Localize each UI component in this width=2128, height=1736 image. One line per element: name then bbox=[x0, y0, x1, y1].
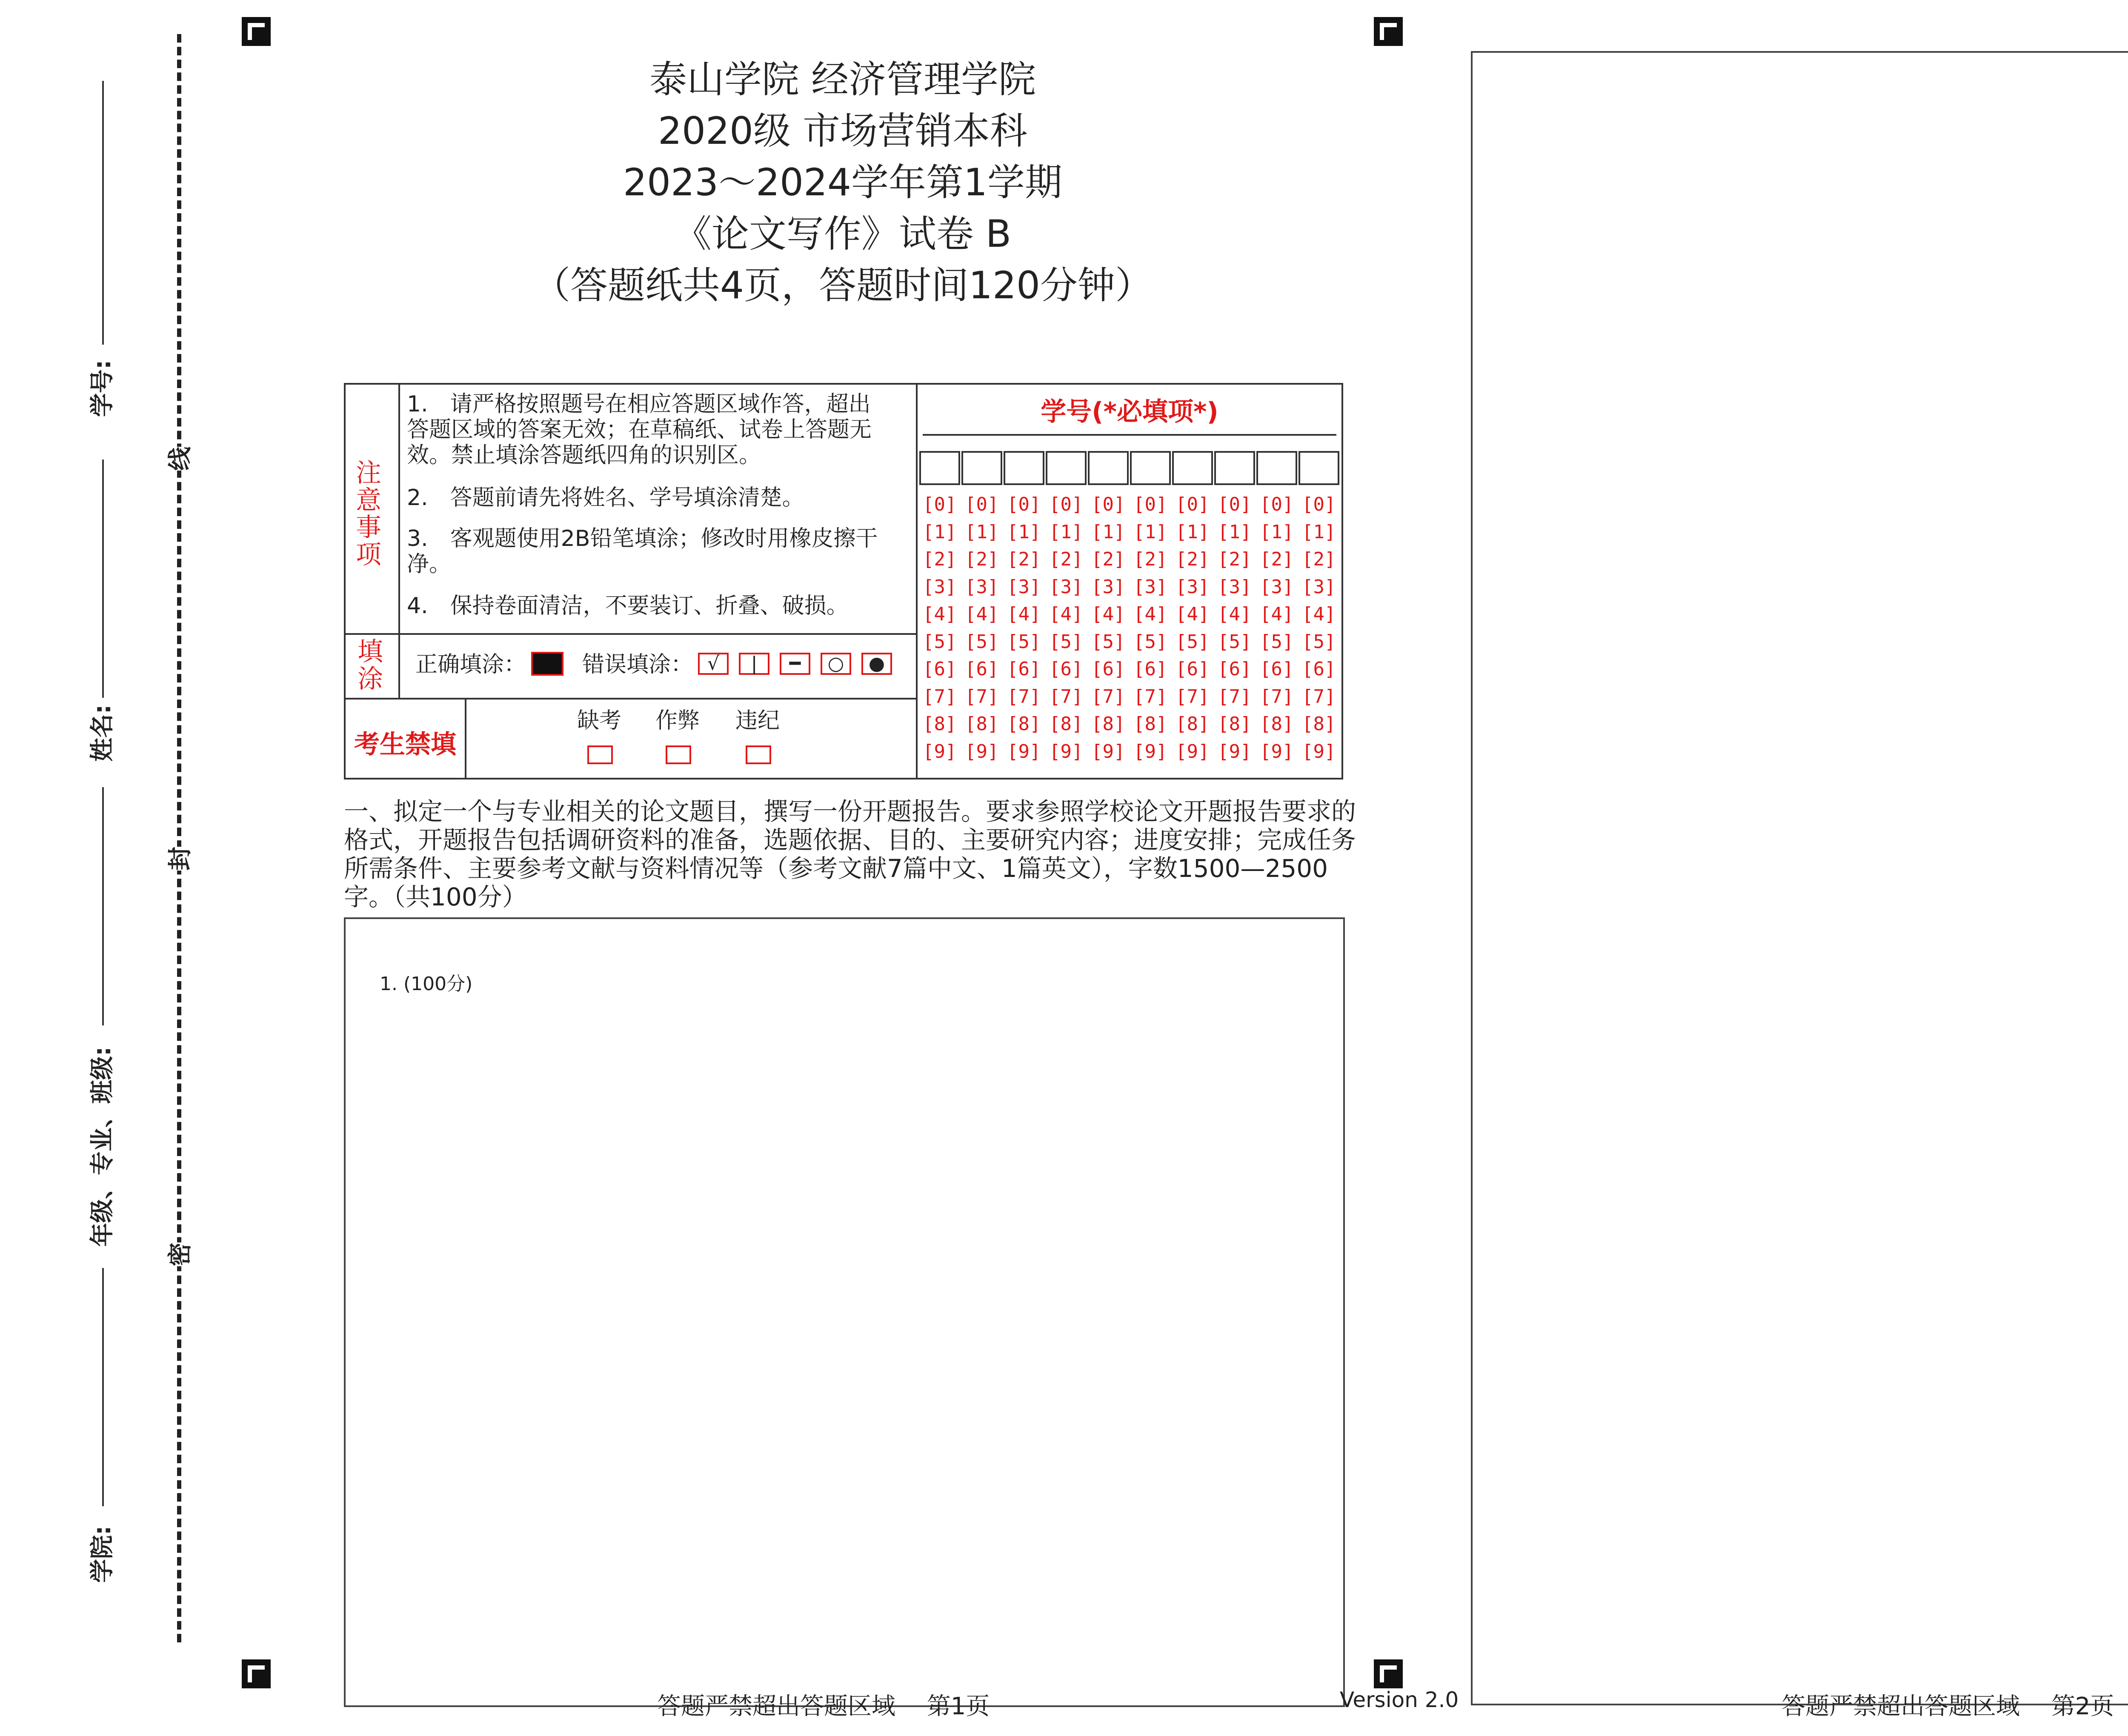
corner-marker-bottom-left bbox=[242, 1659, 271, 1688]
student-id-bubble[interactable]: [1] bbox=[1176, 521, 1210, 543]
student-id-bubble[interactable]: [5] bbox=[1218, 631, 1252, 653]
student-id-bubble[interactable]: [9] bbox=[1176, 740, 1210, 762]
corner-marker-top-left bbox=[242, 17, 271, 46]
cut-mark-secret: 密 bbox=[166, 1242, 194, 1266]
notice-title: 注意事项 bbox=[356, 458, 381, 570]
student-id-bubble[interactable]: [7] bbox=[1218, 685, 1252, 708]
student-id-bubble[interactable]: [1] bbox=[1007, 521, 1041, 543]
student-id-box[interactable] bbox=[1004, 451, 1044, 485]
fill-wrong-dash: ━ bbox=[780, 653, 810, 675]
student-id-bubble[interactable]: [0] bbox=[1302, 494, 1336, 515]
college-label: 学院: bbox=[89, 1525, 116, 1583]
student-id-bubble[interactable]: [8] bbox=[1218, 713, 1252, 735]
student-id-bubble[interactable]: [3] bbox=[1260, 576, 1294, 598]
student-id-bubble[interactable]: [1] bbox=[1091, 521, 1125, 543]
student-id-bubble[interactable]: [6] bbox=[965, 658, 999, 680]
notice-item-3: 3. 客观题使用2B铅笔填涂；修改时用橡皮擦干净。 bbox=[407, 526, 878, 577]
student-id-bubble[interactable]: [7] bbox=[1176, 685, 1210, 708]
student-id-bubble[interactable]: [8] bbox=[1302, 713, 1336, 735]
student-id-bubble[interactable]: [0] bbox=[1133, 494, 1167, 515]
fill-wrong-check: √ bbox=[698, 653, 729, 675]
student-id-bubble[interactable]: [6] bbox=[1302, 658, 1336, 680]
student-id-bubble[interactable]: [0] bbox=[1007, 494, 1041, 515]
student-id-bubble[interactable]: [1] bbox=[1218, 521, 1252, 543]
fill-wrong-circle: ○ bbox=[821, 653, 851, 675]
student-id-bubble[interactable]: [3] bbox=[965, 576, 999, 598]
student-id-box[interactable] bbox=[1046, 451, 1087, 485]
student-id-bubble[interactable]: [6] bbox=[923, 658, 957, 680]
fill-wrong-dot: ● bbox=[861, 653, 892, 675]
student-id-bubble[interactable]: [9] bbox=[1091, 740, 1125, 762]
student-id-bubble[interactable]: [4] bbox=[1302, 603, 1336, 625]
student-id-bubble[interactable]: [9] bbox=[1302, 740, 1336, 762]
cut-mark-seal: 封 bbox=[166, 847, 194, 871]
student-id-bubble[interactable]: [7] bbox=[1133, 685, 1167, 708]
student-id-bubble[interactable]: [0] bbox=[1260, 494, 1294, 515]
student-id-box[interactable] bbox=[1214, 451, 1255, 485]
fill-title: 填涂 bbox=[358, 637, 383, 694]
student-id-bubble[interactable]: [9] bbox=[923, 740, 957, 762]
student-id-bubble[interactable]: [3] bbox=[1302, 576, 1336, 598]
student-id-bubble[interactable]: [6] bbox=[1133, 658, 1167, 680]
student-id-bubble[interactable]: [4] bbox=[965, 603, 999, 625]
footer-version: Version 2.0 bbox=[1340, 1687, 1459, 1712]
student-id-bubble[interactable]: [7] bbox=[923, 685, 957, 708]
student-id-bubble[interactable]: [0] bbox=[965, 494, 999, 515]
student-id-bubble[interactable]: [3] bbox=[1049, 576, 1083, 598]
student-id-bubble[interactable]: [5] bbox=[965, 631, 999, 653]
header-exam-info: （答题纸共4页，答题时间120分钟） bbox=[533, 263, 1153, 307]
student-id-bubble[interactable]: [8] bbox=[1133, 713, 1167, 735]
student-id-bubble[interactable]: [8] bbox=[1260, 713, 1294, 735]
student-id-bubble[interactable]: [9] bbox=[1007, 740, 1041, 762]
student-id-bubble[interactable]: [5] bbox=[1260, 631, 1294, 653]
footer-page-2: 答题严禁超出答题区域 第2页 bbox=[1782, 1693, 2114, 1720]
student-id-bubble[interactable]: [4] bbox=[1133, 603, 1167, 625]
student-id-bubble[interactable]: [4] bbox=[1218, 603, 1252, 625]
student-id-bubble[interactable]: [6] bbox=[1260, 658, 1294, 680]
cut-mark-line: 线 bbox=[166, 447, 194, 471]
student-id-bubble[interactable]: [2] bbox=[1302, 548, 1336, 570]
student-id-bubble[interactable]: [1] bbox=[1133, 521, 1167, 543]
student-id-bubble[interactable]: [4] bbox=[1091, 603, 1125, 625]
student-id-bubble[interactable]: [9] bbox=[1260, 740, 1294, 762]
student-id-bubble[interactable]: [9] bbox=[1049, 740, 1083, 762]
student-id-bubble[interactable]: [8] bbox=[1176, 713, 1210, 735]
student-id-title-rule bbox=[923, 434, 1336, 436]
answer-label: 1. (100分) bbox=[380, 973, 473, 995]
class-label: 年级、专业、班级: bbox=[89, 1046, 116, 1247]
student-id-box[interactable] bbox=[961, 451, 1002, 485]
student-id-box[interactable] bbox=[1172, 451, 1213, 485]
student-id-bubble[interactable]: [7] bbox=[1302, 685, 1336, 708]
student-id-bubble[interactable]: [9] bbox=[965, 740, 999, 762]
student-id-box[interactable] bbox=[1256, 451, 1297, 485]
student-id-bubble[interactable]: [0] bbox=[923, 494, 957, 515]
fill-correct-label: 正确填涂： bbox=[415, 652, 526, 677]
student-id-box[interactable] bbox=[919, 451, 960, 485]
student-id-bubble[interactable]: [5] bbox=[1007, 631, 1041, 653]
student-id-bubble[interactable]: [5] bbox=[923, 631, 957, 653]
student-id-bubble[interactable]: [6] bbox=[1091, 658, 1125, 680]
forbidden-absent-label: 缺考 bbox=[577, 708, 622, 734]
student-id-bubble[interactable]: [5] bbox=[1302, 631, 1336, 653]
name-line[interactable] bbox=[102, 460, 104, 698]
student-id-bubble[interactable]: [7] bbox=[1007, 685, 1041, 708]
corner-marker-bottom-middle bbox=[1374, 1659, 1403, 1688]
student-id-bubble[interactable]: [2] bbox=[1260, 548, 1294, 570]
student-id-bubble[interactable]: [1] bbox=[1302, 521, 1336, 543]
student-id-bubble[interactable]: [2] bbox=[923, 548, 957, 570]
question-text: 一、拟定一个与专业相关的论文题目，撰写一份开题报告。要求参照学校论文开题报告要求的格式，开题报告包括调研资料的准备，选题依据、目的、主要研究内容；进度安排；完成任务所需条件、主要参考文献与资料情况等（参考文献7篇中文、1篇英文），字数1500—2500字。（共100分） bbox=[344, 797, 1356, 911]
notice-item-2: 2. 答题前请先将姓名、学号填涂清楚。 bbox=[407, 485, 804, 511]
student-id-bubble[interactable]: [4] bbox=[1176, 603, 1210, 625]
student-id-bubble[interactable]: [2] bbox=[1133, 548, 1167, 570]
forbidden-title: 考生禁填 bbox=[354, 730, 456, 760]
student-id-bubble[interactable]: [3] bbox=[923, 576, 957, 598]
fill-correct-example bbox=[531, 652, 563, 676]
student-id-box[interactable] bbox=[1130, 451, 1171, 485]
student-id-bubble[interactable]: [7] bbox=[1091, 685, 1125, 708]
student-id-bubble[interactable]: [1] bbox=[1049, 521, 1083, 543]
student-id-bubble[interactable]: [4] bbox=[1049, 603, 1083, 625]
student-id-bubble[interactable]: [0] bbox=[1218, 494, 1252, 515]
student-id-bubble[interactable]: [2] bbox=[1091, 548, 1125, 570]
forbidden-violation-label: 违纪 bbox=[735, 708, 780, 734]
answer-area-page-1[interactable] bbox=[344, 917, 1345, 1707]
forbidden-cheat-label: 作弊 bbox=[655, 708, 700, 734]
student-id-bubble[interactable]: [4] bbox=[1260, 603, 1294, 625]
student-id-bubble[interactable]: [2] bbox=[1007, 548, 1041, 570]
student-id-bubble[interactable]: [6] bbox=[1049, 658, 1083, 680]
student-id-box[interactable] bbox=[1088, 451, 1129, 485]
student-id-bubble[interactable]: [5] bbox=[1176, 631, 1210, 653]
footer-page-1: 答题严禁超出答题区域 第1页 bbox=[657, 1693, 990, 1720]
student-id-line[interactable] bbox=[102, 81, 104, 345]
header-exam-title: 《论文写作》试卷 B bbox=[674, 212, 1012, 256]
corner-marker-top-middle bbox=[1374, 17, 1403, 46]
student-id-bubble[interactable]: [0] bbox=[1176, 494, 1210, 515]
student-id-bubble[interactable]: [8] bbox=[965, 713, 999, 735]
student-id-bubble[interactable]: [3] bbox=[1007, 576, 1041, 598]
student-id-bubble[interactable]: [5] bbox=[1091, 631, 1125, 653]
student-id-bubble[interactable]: [2] bbox=[1176, 548, 1210, 570]
fill-wrong-bar: | bbox=[739, 653, 769, 675]
student-id-bubble[interactable]: [4] bbox=[923, 603, 957, 625]
student-id-bubble[interactable]: [8] bbox=[1049, 713, 1083, 735]
student-id-bubble[interactable]: [6] bbox=[1218, 658, 1252, 680]
student-id-bubble[interactable]: [6] bbox=[1007, 658, 1041, 680]
header-grade-major: 2020级 市场营销本科 bbox=[658, 109, 1027, 153]
forbidden-absent-box[interactable] bbox=[587, 745, 613, 764]
student-id-bubble[interactable]: [2] bbox=[965, 548, 999, 570]
student-id-bubble[interactable]: [3] bbox=[1091, 576, 1125, 598]
student-id-bubble[interactable]: [1] bbox=[1260, 521, 1294, 543]
student-id-bubble[interactable]: [5] bbox=[1133, 631, 1167, 653]
student-id-bubble[interactable]: [1] bbox=[965, 521, 999, 543]
student-id-bubble[interactable]: [3] bbox=[1176, 576, 1210, 598]
header-school: 泰山学院 经济管理学院 bbox=[649, 57, 1036, 101]
college-line[interactable] bbox=[102, 1268, 104, 1506]
student-id-bubble[interactable]: [6] bbox=[1176, 658, 1210, 680]
student-id-bubble[interactable]: [2] bbox=[1218, 548, 1252, 570]
student-id-bubble[interactable]: [0] bbox=[1049, 494, 1083, 515]
answer-area-page-2[interactable] bbox=[1471, 51, 2128, 1705]
student-id-bubble[interactable]: [3] bbox=[1218, 576, 1252, 598]
student-id-bubble[interactable]: [7] bbox=[965, 685, 999, 708]
student-id-bubble[interactable]: [7] bbox=[1260, 685, 1294, 708]
name-label: 姓名: bbox=[89, 704, 116, 762]
student-id-bubble[interactable]: [4] bbox=[1007, 603, 1041, 625]
student-id-bubble[interactable]: [9] bbox=[1133, 740, 1167, 762]
fill-wrong-label: 错误填涂： bbox=[582, 652, 693, 677]
student-id-bubble[interactable]: [1] bbox=[923, 521, 957, 543]
student-id-bubble[interactable]: [5] bbox=[1049, 631, 1083, 653]
header-term: 2023～2024学年第1学期 bbox=[623, 160, 1062, 204]
student-id-title: 学号(*必填项*) bbox=[1041, 397, 1218, 427]
student-id-bubble[interactable]: [8] bbox=[1007, 713, 1041, 735]
notice-item-1: 1. 请严格按照题号在相应答题区域作答，超出答题区域的答案无效；在草稿纸、试卷上答题无效。禁止填涂答题纸四角的识别区。 bbox=[407, 391, 872, 468]
class-line[interactable] bbox=[102, 787, 104, 1025]
student-id-bubble[interactable]: [8] bbox=[1091, 713, 1125, 735]
student-id-bubble[interactable]: [8] bbox=[923, 713, 957, 735]
student-id-bubble[interactable]: [3] bbox=[1133, 576, 1167, 598]
student-id-bubble[interactable]: [7] bbox=[1049, 685, 1083, 708]
student-id-label: 学号: bbox=[89, 360, 116, 417]
student-id-bubble[interactable]: [0] bbox=[1091, 494, 1125, 515]
forbidden-cheat-box[interactable] bbox=[666, 745, 691, 764]
notice-item-4: 4. 保持卷面清洁，不要装订、折叠、破损。 bbox=[407, 593, 849, 619]
student-id-bubble[interactable]: [9] bbox=[1218, 740, 1252, 762]
student-id-box[interactable] bbox=[1299, 451, 1339, 485]
student-id-bubble[interactable]: [2] bbox=[1049, 548, 1083, 570]
binding-dashed-line bbox=[177, 34, 181, 1642]
forbidden-violation-box[interactable] bbox=[746, 745, 771, 764]
